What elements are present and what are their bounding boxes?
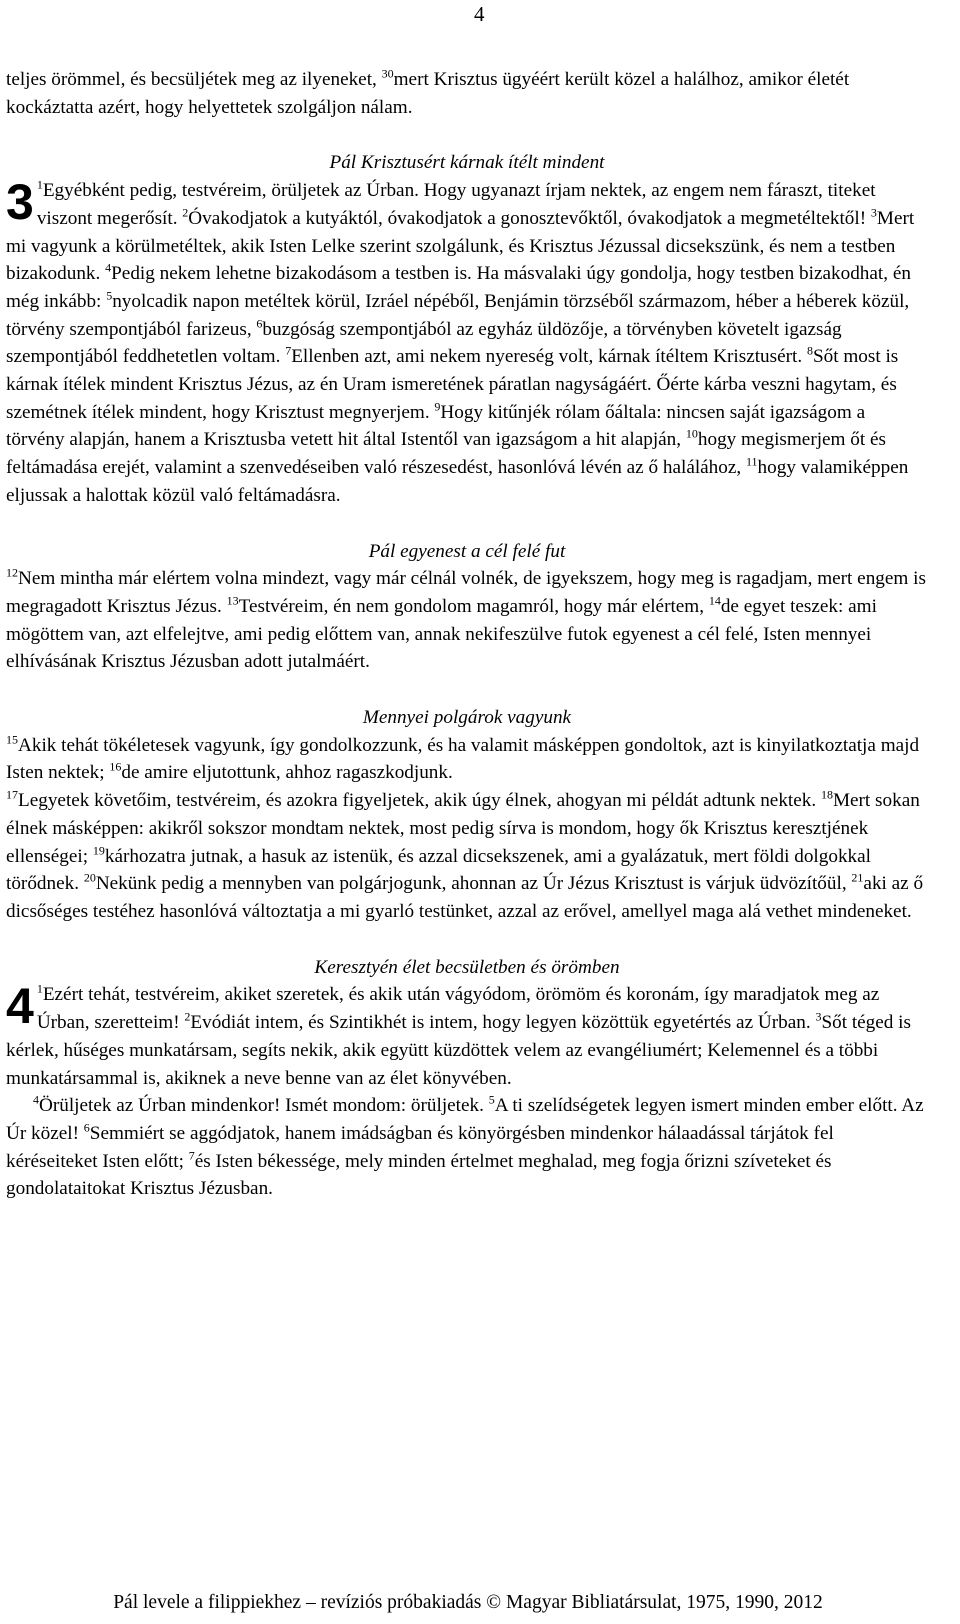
verse-text: Testvéreim, én nem gondolom magamról, hogy már elértem,	[238, 595, 709, 617]
verse-number: 15	[6, 732, 18, 747]
verse-text: Nem mintha már elértem volna mindezt, vagy már célnál volnék, de igyekszem, hogy meg is ragadjam, mert engem is megragadott Krisztus Jézus.	[6, 568, 926, 617]
verse-number: 3	[870, 205, 877, 220]
chapter-number: 3	[6, 174, 34, 231]
verse-text: aki az ő dicsőséges testéhez hasonlóvá változtatja a mi gyarló testünket, azzal az erővel, amellyel maga alá vethet mindeneket.	[6, 873, 924, 922]
document-body	[6, 66, 928, 1203]
verse-text: Ellenben azt, ami nekem nyereség volt, kárnak ítéltem Krisztusért.	[291, 346, 807, 368]
verse-text: Nekünk pedig a mennyben van polgárjogunk, ahonnan az Úr Jézus Krisztust is várjuk üdvözítőül,	[95, 873, 852, 895]
verse-text: buzgóság szempontjából az egyház üldözője, a törvényben követelt igazság szempontjából feddhetetlen voltam.	[6, 318, 842, 368]
verse-number: 4	[105, 260, 112, 275]
verse-number: 16	[109, 760, 122, 775]
verse-number: 6	[83, 1120, 90, 1135]
verse-number: 17	[6, 787, 18, 802]
page-footer: Pál levele a filippiekhez – revíziós próbakiadás © Magyar Bibliatársulat, 1975, 1990, 2012	[113, 1592, 823, 1613]
verse-text: Evódiát intem, és Szintikhét is intem, hogy legyen közöttük egyetértés az Úrban.	[190, 1012, 816, 1034]
verse-text: A ti szelídségetek legyen ismert minden ember előtt. Az Úr közel!	[6, 1095, 924, 1144]
paragraph-chapter-3	[6, 174, 928, 509]
verse-number: 2	[184, 1009, 191, 1024]
paragraph-chapter-4	[6, 978, 928, 1092]
verse-text: hogy megismerjem őt és feltámadása erejét, valamint a szenvedéseiben való részesedést, hasonlóvá lévén az ő halálához,	[6, 429, 886, 479]
verse-text: mert Krisztus ügyéért került közel a halálhoz, amikor életét kockáztatta azért, hogy helyettetek szolgáljon nálam.	[6, 69, 850, 118]
verse-text: Örüljetek az Úrban mindenkor! Ismét mondom: örüljetek.	[39, 1095, 489, 1117]
verse-number: 20	[83, 870, 96, 885]
section-heading: Mennyei polgárok vagyunk	[362, 707, 572, 729]
verse-text: és Isten békessége, mely minden értelmet meghalad, meg fogja őrizni szíveteket és gondolataitokat Krisztus Jézusban.	[6, 1150, 832, 1200]
paragraph-section-3	[6, 732, 928, 926]
verse-text: Mert sokan élnek másképpen: akikről sokszor mondtam nektek, most pedig sírva is mondom, hogy ők Krisztus keresztjének ellenségei;	[6, 790, 920, 867]
verse-text: Mert mi vagyunk a körülmetéltek, akik Isten Lelke szerint szolgálunk, és Krisztus Jézussal dicsekszünk, és nem a testben bizakodunk.	[6, 207, 915, 285]
verse-number: 7	[188, 1148, 195, 1163]
verse-number: 30	[381, 66, 394, 81]
verse-text: kárhozatra jutnak, a hasuk az istenük, és azzal dicsekszenek, ami a gyalázatuk, mert földi dolgokkal törődnek.	[6, 845, 871, 895]
verse-number: 1	[36, 177, 43, 192]
verse-text: de amire eljutottunk, ahhoz ragaszkodjunk.	[121, 762, 453, 784]
verse-text: hogy valamiképpen eljussak a halottak közül való feltámadásra.	[6, 457, 909, 506]
verse-text: Óvakodjatok a kutyáktól, óvakodjatok a gonosztevőktől, óvakodjatok a megmetéltektől!	[188, 207, 871, 229]
verse-number: 5	[488, 1092, 495, 1107]
verse-number: 8	[806, 343, 813, 358]
verse-number: 5	[106, 288, 113, 303]
paragraph-chapter-4-cont	[6, 1092, 928, 1203]
verse-number: 7	[285, 343, 292, 358]
verse-text: Egyébként pedig, testvéreim, örüljetek az Úrban. Hogy ugyanazt írjam nektek, az engem nem fáraszt, titeket viszont megerősít.	[36, 180, 876, 229]
verse-number: 6	[256, 316, 263, 331]
verse-text: Sőt téged is kérlek, hűséges munkatársam, segíts nekik, akik együtt küzdöttek velem az evangéliumért; Kelemennel és a többi munkatársammal is, akiknek a neve benne van az élet könyvében.	[6, 1012, 911, 1089]
verse-text: de egyet teszek: ami mögöttem van, azt elfelejtve, ami pedig előttem van, annak nekifeszülve futok egyenest a cél felé, Isten mennyei elhívásának Krisztus Jézusban adott jutalmáért.	[6, 595, 877, 673]
verse-text: Ezért tehát, testvéreim, akiket szeretek, és akik után vágyódom, örömöm és koronám, így maradjatok meg az Úrban, szeretteim!	[36, 984, 880, 1034]
verse-number: 2	[182, 205, 189, 220]
verse-number: 14	[708, 593, 721, 608]
verse-number: 19	[92, 843, 105, 858]
verse-number: 21	[851, 870, 864, 885]
verse-number: 9	[434, 399, 441, 414]
paragraph-section-2	[6, 565, 928, 676]
verse-text: Hogy kitűnjék rólam őáltala: nincsen saját igazságom a törvény alapján, hanem a Krisztusba vetett hit által Istentől van igazságom a hit alapján,	[6, 401, 866, 451]
verse-text: Semmiért se aggódjatok, hanem imádságban és könyörgésben mindenkor hálaadással tárjátok fel kéréseiteket Isten előtt;	[6, 1122, 834, 1172]
verse-text: nyolcadik napon metéltek körül, Izráel népéből, Benjámin törzséből származom, héber a héberek közül, törvény szempontjából farizeus,	[6, 290, 910, 340]
verse-number: 3	[815, 1009, 822, 1024]
paragraph-intro	[6, 66, 928, 121]
chapter-number: 4	[6, 978, 34, 1035]
verse-number: 12	[6, 565, 18, 580]
page-number: 4	[474, 2, 485, 26]
verse-number: 18	[820, 787, 833, 802]
verse-text: teljes örömmel, és becsüljétek meg az ilyeneket,	[6, 69, 382, 90]
verse-number: 13	[226, 593, 239, 608]
section-heading: Keresztyén élet becsületben és örömben	[314, 956, 620, 978]
verse-number: 4	[33, 1092, 39, 1107]
verse-number: 10	[685, 427, 698, 442]
verse-text: Akik tehát tökéletesek vagyunk, így gondolkozzunk, és ha valamit másképpen gondoltok, azt is kinyilatkoztatja majd Isten nektek;	[6, 734, 920, 784]
verse-text: Pedig nekem lehetne bizakodásom a testben is. Ha másvalaki úgy gondolja, hogy testben bizakodhat, én még inkább:	[6, 263, 911, 312]
verse-number: 11	[745, 454, 758, 469]
verse-text: Legyetek követőim, testvéreim, és azokra figyeljetek, akik úgy élnek, ahogyan mi példát adtunk nektek.	[18, 790, 821, 812]
section-heading: Pál egyenest a cél felé fut	[368, 540, 566, 562]
verse-text: Sőt most is kárnak ítélek mindent Krisztus Jézus, az én Uram ismeretének páratlan nagyságáért. Őérte kárba veszni hagytam, és szemétnek ítélek mindent, hogy Krisztust megnyerjem.	[6, 346, 899, 423]
section-heading: Pál Krisztusért kárnak ítélt mindent	[329, 152, 605, 174]
verse-number: 1	[36, 982, 43, 996]
